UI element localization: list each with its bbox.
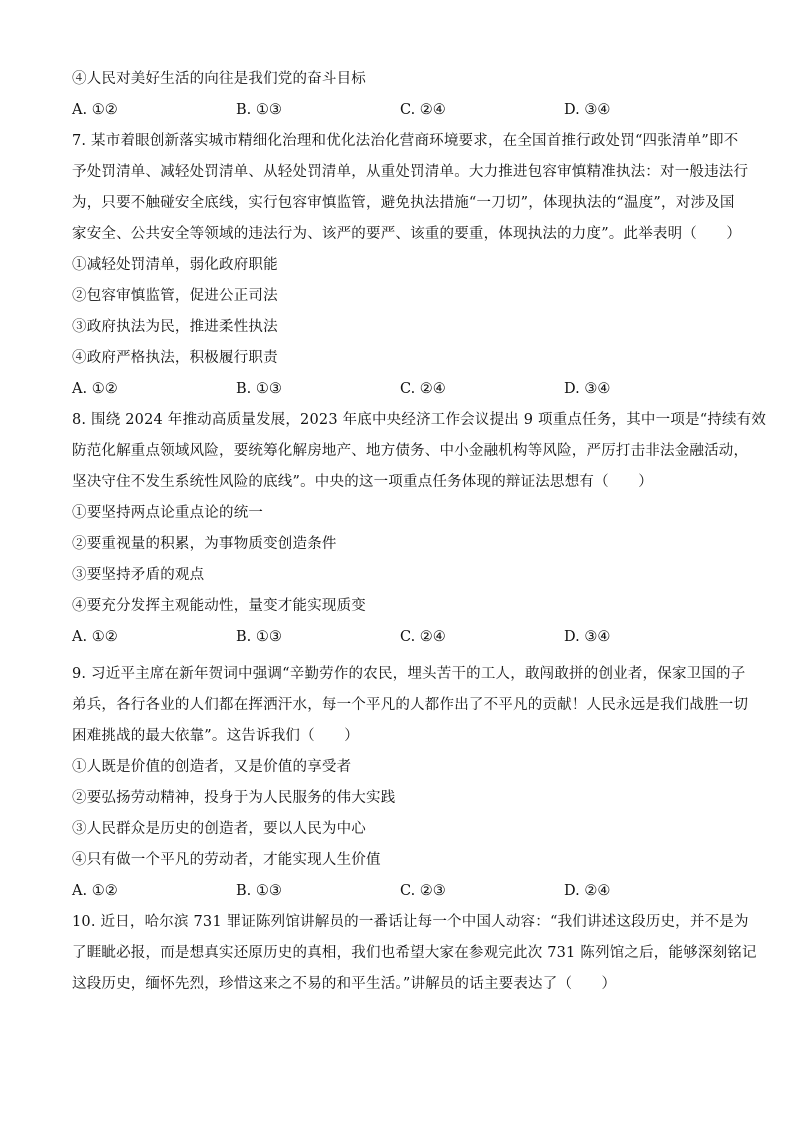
exam-page	[72, 64, 767, 1000]
q8-statement-2: ②要重视量的积累，为事物质变创造条件	[72, 536, 337, 552]
q7-stem-line: 7. 某市着眼创新落实城市精细化治理和优化法治化营商环境要求，在全国首推行政处罚“四张清单”即不	[72, 133, 739, 149]
q9-statement-4: ④只有做一个平凡的劳动者，才能实现人生价值	[72, 852, 381, 868]
q8-statement-1: ①要坚持两点论重点论的统一	[72, 505, 264, 521]
q7-statement-2: ②包容审慎监管，促进公正司法	[72, 288, 278, 304]
q8-options	[72, 622, 728, 653]
q7-option-d: D. ③④	[564, 381, 611, 397]
q8-statement-3: ③要坚持矛盾的观点	[72, 567, 205, 583]
q6-option-a: A. ①②	[72, 102, 118, 118]
q7-option-a: A. ①②	[72, 381, 118, 397]
q10-stem-line: 这段历史，缅怀先烈，珍惜这来之不易的和平生活。”讲解员的话主要表达了（ ）	[72, 976, 617, 992]
q7-stem	[72, 126, 749, 250]
q6-statement-4: ④人民对美好生活的向往是我们党的奋斗目标	[72, 71, 366, 87]
q7-statement-4: ④政府严格执法，积极履行职责	[72, 350, 278, 366]
q9-option-b: B. ①③	[236, 883, 282, 899]
q6-option-d: D. ③④	[564, 102, 611, 118]
q7-options	[72, 374, 728, 405]
q8-stem-line: 防范化解重点领域风险，要统筹化解房地产、地方债务、中小金融机构等风险，严厉打击非法金融活动，	[72, 443, 749, 459]
q8-statement-4: ④要充分发挥主观能动性，量变才能实现质变	[72, 598, 366, 614]
q7-stem-line: 为，只要不触碰安全底线，实行包容审慎监管，避免执法措施“一刀切”，体现执法的“温度”，对涉及国	[72, 195, 735, 211]
q8-option-d: D. ③④	[564, 629, 611, 645]
q10-stem	[72, 907, 757, 1000]
q9-options	[72, 876, 728, 907]
q9-option-c: C. ②③	[400, 883, 446, 899]
q10-stem-line: 了睚眦必报，而是想真实还原历史的真相，我们也希望大家在参观完此次 731 陈列馆之后，能够深刻铭记	[72, 945, 757, 961]
q8-option-b: B. ①③	[236, 629, 282, 645]
q9-statement-3: ③人民群众是历史的创造者，要以人民为中心	[72, 821, 366, 837]
q8-option-c: C. ②④	[400, 629, 446, 645]
q9-stem-line: 弟兵，各行各业的人们都在挥洒汗水，每一个平凡的人都作出了不平凡的贡献！人民永远是我们战胜一切	[72, 697, 749, 713]
q8-option-a: A. ①②	[72, 629, 118, 645]
q7-option-b: B. ①③	[236, 381, 282, 397]
q8-stem-line: 坚决守住不发生系统性风险的底线”。中央的这一项重点任务体现的辩证法思想有（ ）	[72, 474, 653, 490]
q6-option-c: C. ②④	[400, 102, 446, 118]
q9-stem-line: 9. 习近平主席在新年贺词中强调“辛勤劳作的农民，埋头苦干的工人，敢闯敢拼的创业者，保家卫国的子	[72, 666, 746, 682]
q8-stem-line: 8. 围绕 2024 年推动高质量发展，2023 年底中央经济工作会议提出 9 项重点任务，其中一项是“持续有效	[72, 412, 767, 428]
q9-option-a: A. ①②	[72, 883, 118, 899]
q7-stem-line: 家安全、公共安全等领域的违法行为、该严的要严、该重的要重，体现执法的力度”。此举表明（ ）	[72, 226, 742, 242]
q10-stem-line: 10. 近日，哈尔滨 731 罪证陈列馆讲解员的一番话让每一个中国人动容：“我们讲述这段历史，并不是为	[72, 914, 749, 930]
q9-stem	[72, 659, 749, 752]
q9-option-d: D. ②④	[564, 883, 611, 899]
q6-option-b: B. ①③	[236, 102, 282, 118]
q7-option-c: C. ②④	[400, 381, 446, 397]
q7-statement-1: ①减轻处罚清单，弱化政府职能	[72, 257, 278, 273]
q6-options	[72, 95, 728, 126]
q7-stem-line: 予处罚清单、减轻处罚清单、从轻处罚清单，从重处罚清单。大力推进包容审慎精准执法：对一般违法行	[72, 164, 749, 180]
q9-stem-line: 困难挑战的最大依靠”。这告诉我们（ ）	[72, 728, 359, 744]
q7-statement-3: ③政府执法为民，推进柔性执法	[72, 319, 278, 335]
q9-statement-2: ②要弘扬劳动精神，投身于为人民服务的伟大实践	[72, 790, 396, 806]
q9-statement-1: ①人既是价值的创造者，又是价值的享受者	[72, 759, 352, 775]
q8-stem	[72, 405, 767, 498]
